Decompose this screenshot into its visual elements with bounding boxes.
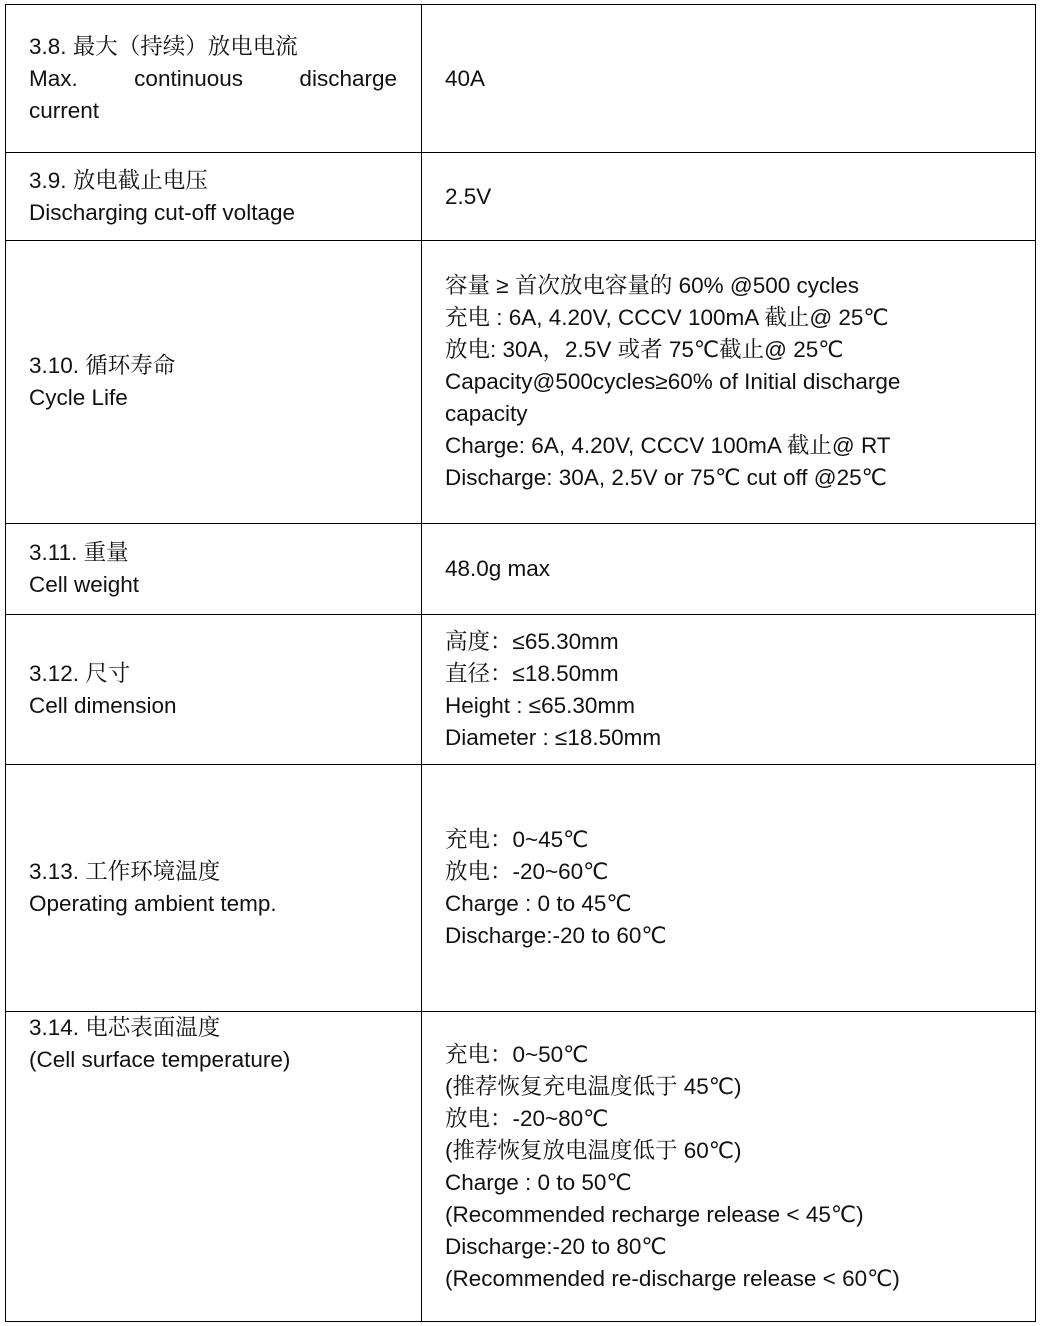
spec-label-line: Discharging cut-off voltage <box>29 199 295 225</box>
spec-value-line: (Recommended recharge release < 45℃) <box>445 1202 864 1227</box>
spec-value-line: 48.0g max <box>445 556 551 581</box>
spec-value-cell <box>422 153 1036 241</box>
spec-value-line: Discharge: 30A, 2.5V or 75℃ cut off @25℃ <box>445 465 887 490</box>
spec-value-line: Discharge:-20 to 60℃ <box>445 923 667 948</box>
spec-value-line: (Recommended re-discharge release < 60℃) <box>445 1266 900 1291</box>
spec-value-line: 直径：≤18.50mm <box>445 660 619 686</box>
spec-value-line: 40A <box>445 65 486 91</box>
spec-value-line: (推荐恢复充电温度低于 45℃) <box>445 1074 742 1099</box>
spec-label-line: (Cell surface temperature) <box>29 1047 291 1072</box>
spec-label-cell <box>6 5 422 153</box>
spec-value-line: 放电：-20~80℃ <box>445 1106 609 1131</box>
spec-value-line: Charge: 6A, 4.20V, CCCV 100mA 截止@ RT <box>445 433 891 458</box>
table-row-3-9 <box>6 153 1036 241</box>
spec-value-line: Discharge:-20 to 80℃ <box>445 1234 667 1259</box>
spec-label-cell <box>6 241 422 524</box>
spec-value-cell <box>422 1012 1036 1322</box>
spec-value-cell <box>422 241 1036 524</box>
spec-label-line: Cell weight <box>29 572 140 597</box>
spec-value-cell <box>422 5 1036 153</box>
spec-value-line: 放电: 30A，2.5V 或者 75℃截止@ 25℃ <box>445 337 844 362</box>
spec-label-line: 3.8. 最大（持续）放电电流 <box>29 33 298 59</box>
table-row-3-13 <box>6 765 1036 1012</box>
spec-value-cell <box>422 615 1036 765</box>
spec-label-line: Cell dimension <box>29 692 177 718</box>
spec-value-line: 充电 : 6A, 4.20V, CCCV 100mA 截止@ 25℃ <box>445 305 889 330</box>
spec-label-line: Cycle Life <box>29 385 128 410</box>
spec-value-line: Diameter : ≤18.50mm <box>445 724 662 750</box>
spec-label-line: current <box>29 97 100 123</box>
spec-value-line: 2.5V <box>445 183 492 209</box>
spec-value-line: Height : ≤65.30mm <box>445 692 635 718</box>
table-row-3-11 <box>6 524 1036 615</box>
spec-label-line: 3.9. 放电截止电压 <box>29 167 208 193</box>
spec-label-cell <box>6 1012 422 1322</box>
spec-value-cell <box>422 765 1036 1012</box>
spec-value-line: capacity <box>445 401 528 426</box>
spec-value-line: Capacity@500cycles≥60% of Initial discharge <box>445 369 901 394</box>
spec-label-line: 3.14. 电芯表面温度 <box>29 1015 221 1040</box>
spec-value-line: Charge : 0 to 45℃ <box>445 891 632 916</box>
spec-label-line: 3.13. 工作环境温度 <box>29 859 221 884</box>
spec-value-cell <box>422 524 1036 615</box>
spec-label-cell <box>6 153 422 241</box>
spec-value-line: Charge : 0 to 50℃ <box>445 1170 632 1195</box>
table-row-3-14 <box>6 1012 1036 1322</box>
spec-label-line: 3.12. 尺寸 <box>29 660 131 686</box>
spec-label-line: Max. continuous discharge <box>29 65 397 91</box>
spec-value-line: 充电：0~45℃ <box>445 827 589 852</box>
table-row-3-10 <box>6 241 1036 524</box>
spec-label-line: 3.10. 循环寿命 <box>29 353 176 378</box>
table-row-3-12 <box>6 615 1036 765</box>
spec-value-line: 充电：0~50℃ <box>445 1042 589 1067</box>
spec-table <box>5 4 1036 1322</box>
spec-value-line: 容量 ≥ 首次放电容量的 60% @500 cycles <box>445 273 860 298</box>
spec-label-cell <box>6 524 422 615</box>
spec-value-line: 高度：≤65.30mm <box>445 628 619 654</box>
spec-value-line: 放电：-20~60℃ <box>445 859 609 884</box>
spec-label-cell <box>6 765 422 1012</box>
spec-label-cell <box>6 615 422 765</box>
spec-value-line: (推荐恢复放电温度低于 60℃) <box>445 1138 742 1163</box>
table-row-3-8 <box>6 5 1036 153</box>
spec-label-line: 3.11. 重量 <box>29 540 129 565</box>
spec-label-line: Operating ambient temp. <box>29 891 277 916</box>
